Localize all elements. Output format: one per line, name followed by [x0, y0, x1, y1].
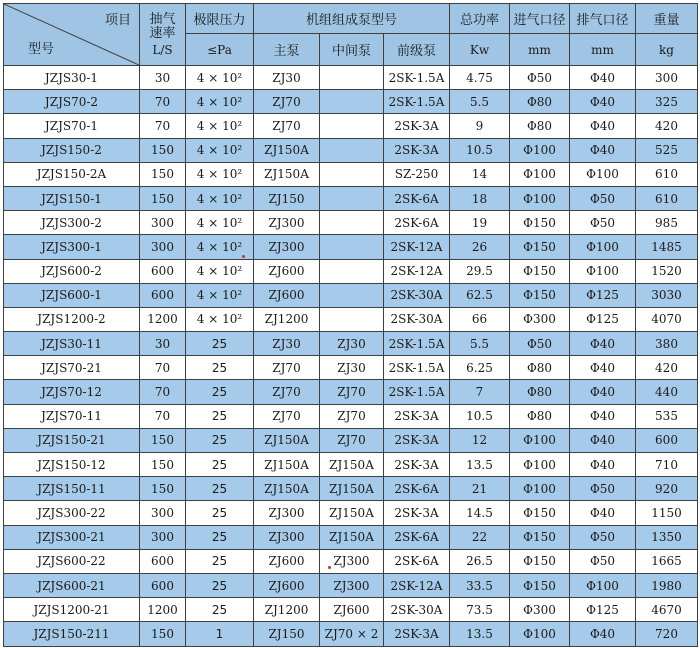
pre-pump-cell: 2SK-3A — [384, 501, 450, 525]
table-row — [4, 307, 698, 331]
outlet-cell: Φ40 — [570, 138, 636, 162]
speed-cell: 70 — [140, 90, 186, 114]
main-pump-cell: ZJ300 — [254, 525, 320, 549]
weight-cell: 1485 — [636, 235, 698, 259]
model-cell: JZJS150-12 — [4, 453, 140, 477]
pre-pump-cell: 2SK-3A — [384, 428, 450, 452]
table-row — [4, 477, 698, 501]
mid-pump-cell — [320, 90, 384, 114]
model-cell: JZJS600-21 — [4, 573, 140, 597]
pre-pump-cell: 2SK-6A — [384, 186, 450, 210]
power-label: 总功率 — [459, 13, 499, 28]
pressure-cell: 4 × 10² — [186, 90, 254, 114]
weight-cell: 1980 — [636, 573, 698, 597]
outlet-cell: Φ50 — [570, 549, 636, 573]
speed-cell: 600 — [140, 259, 186, 283]
table-row — [4, 549, 698, 573]
weight-cell: 380 — [636, 332, 698, 356]
power-cell: 14.5 — [450, 501, 510, 525]
outlet-cell: Φ125 — [570, 598, 636, 622]
pressure-cell: 4 × 10² — [186, 162, 254, 186]
weight-cell: 600 — [636, 428, 698, 452]
pre-pump-cell: 2SK-1.5A — [384, 356, 450, 380]
main-pump-cell: ZJ300 — [254, 501, 320, 525]
power-cell: 73.5 — [450, 598, 510, 622]
mid-pump-cell: ZJ300 — [320, 573, 384, 597]
pressure-cell: 25 — [186, 477, 254, 501]
pressure-cell: 4 × 10² — [186, 66, 254, 90]
weight-cell: 920 — [636, 477, 698, 501]
main-pump-cell: ZJ150A — [254, 477, 320, 501]
main-pump-cell: ZJ70 — [254, 90, 320, 114]
table-row — [4, 162, 698, 186]
main-pump-cell: ZJ600 — [254, 573, 320, 597]
outlet-cell: Φ50 — [570, 525, 636, 549]
pre-pump-cell: 2SK-3A — [384, 404, 450, 428]
speed-cell: 600 — [140, 283, 186, 307]
mid-pump-header: 中间泵 — [320, 34, 384, 66]
power-cell: 66 — [450, 307, 510, 331]
model-cell: JZJS150-2A — [4, 162, 140, 186]
pre-pump-cell: 2SK-6A — [384, 477, 450, 501]
table-row — [4, 186, 698, 210]
main-pump-cell: ZJ30 — [254, 332, 320, 356]
print-speck — [242, 255, 245, 258]
inlet-cell: Φ80 — [510, 404, 570, 428]
power-cell: 13.5 — [450, 622, 510, 646]
outlet-cell: Φ40 — [570, 404, 636, 428]
model-cell: JZJS300-22 — [4, 501, 140, 525]
weight-cell: 985 — [636, 211, 698, 235]
speed-cell: 70 — [140, 356, 186, 380]
weight-cell: 325 — [636, 90, 698, 114]
weight-label: 重量 — [653, 13, 680, 28]
pressure-cell: 25 — [186, 573, 254, 597]
mid-pump-cell: ZJ150A — [320, 501, 384, 525]
power-cell: 26 — [450, 235, 510, 259]
model-cell: JZJS600-1 — [4, 283, 140, 307]
model-cell: JZJS300-2 — [4, 211, 140, 235]
pump-group-label: 机组组成泵型号 — [305, 13, 397, 28]
pre-pump-cell: 2SK-6A — [384, 549, 450, 573]
model-cell: JZJS150-11 — [4, 477, 140, 501]
table-row — [4, 66, 698, 90]
table-row — [4, 332, 698, 356]
outlet-cell: Φ125 — [570, 283, 636, 307]
mid-pump-cell — [320, 211, 384, 235]
pressure-cell: 4 × 10² — [186, 138, 254, 162]
weight-cell: 710 — [636, 453, 698, 477]
model-cell: JZJS70-1 — [4, 114, 140, 138]
main-pump-cell: ZJ70 — [254, 356, 320, 380]
pump-unit-spec-table — [3, 3, 698, 647]
speed-label: 抽气速率 — [149, 11, 176, 41]
mid-pump-cell: ZJ30 — [320, 332, 384, 356]
mid-pump-cell — [320, 259, 384, 283]
main-pump-header: 主泵 — [254, 34, 320, 66]
inlet-cell: Φ50 — [510, 66, 570, 90]
main-pump-cell: ZJ150A — [254, 138, 320, 162]
mid-pump-cell — [320, 235, 384, 259]
main-pump-cell: ZJ70 — [254, 404, 320, 428]
outlet-cell: Φ40 — [570, 332, 636, 356]
weight-cell: 420 — [636, 356, 698, 380]
pressure-cell: 25 — [186, 356, 254, 380]
pressure-cell: 4 × 10² — [186, 235, 254, 259]
power-cell: 22 — [450, 525, 510, 549]
inlet-cell: Φ150 — [510, 549, 570, 573]
pre-pump-cell: 2SK-1.5A — [384, 380, 450, 404]
mid-pump-cell — [320, 307, 384, 331]
table-header — [4, 4, 698, 66]
pressure-cell: 25 — [186, 525, 254, 549]
mid-pump-cell — [320, 66, 384, 90]
model-cell: JZJS1200-21 — [4, 598, 140, 622]
item-label: 项目 — [104, 13, 131, 28]
power-cell: 7 — [450, 380, 510, 404]
power-cell: 12 — [450, 428, 510, 452]
outlet-cell: Φ40 — [570, 428, 636, 452]
outlet-cell: Φ125 — [570, 307, 636, 331]
mid-pump-cell: ZJ70 × 2 — [320, 622, 384, 646]
pre-pump-cell: 2SK-12A — [384, 573, 450, 597]
weight-cell: 1150 — [636, 501, 698, 525]
inlet-cell: Φ100 — [510, 622, 570, 646]
mid-pump-cell: ZJ600 — [320, 598, 384, 622]
main-pump-cell: ZJ600 — [254, 549, 320, 573]
table-body — [4, 66, 698, 647]
weight-cell: 720 — [636, 622, 698, 646]
inlet-cell: Φ80 — [510, 90, 570, 114]
pressure-cell: 25 — [186, 598, 254, 622]
power-cell: 62.5 — [450, 283, 510, 307]
pressure-cell: 4 × 10² — [186, 283, 254, 307]
inlet-header — [510, 4, 570, 34]
model-cell: JZJS600-2 — [4, 259, 140, 283]
outlet-cell: Φ40 — [570, 453, 636, 477]
pressure-cell: 1 — [186, 622, 254, 646]
speed-cell: 300 — [140, 235, 186, 259]
model-cell: JZJS300-21 — [4, 525, 140, 549]
mid-pump-cell: ZJ150A — [320, 477, 384, 501]
outlet-cell: Φ40 — [570, 90, 636, 114]
power-cell: 18 — [450, 186, 510, 210]
inlet-label: 进气口径 — [513, 13, 566, 28]
power-cell: 21 — [450, 477, 510, 501]
power-cell: 10.5 — [450, 404, 510, 428]
main-pump-cell: ZJ150 — [254, 622, 320, 646]
inlet-cell: Φ150 — [510, 283, 570, 307]
mid-pump-cell — [320, 162, 384, 186]
main-pump-cell: ZJ1200 — [254, 307, 320, 331]
outlet-cell: Φ50 — [570, 211, 636, 235]
speed-header — [140, 4, 186, 66]
power-cell: 10.5 — [450, 138, 510, 162]
model-cell: JZJS70-11 — [4, 404, 140, 428]
model-cell: JZJS150-211 — [4, 622, 140, 646]
table-row — [4, 356, 698, 380]
outlet-cell: Φ40 — [570, 356, 636, 380]
power-cell: 4.75 — [450, 66, 510, 90]
inlet-cell: Φ150 — [510, 525, 570, 549]
weight-header — [636, 4, 698, 34]
pre-pump-cell: 2SK-3A — [384, 453, 450, 477]
header-corner-cell — [4, 4, 140, 66]
table-row — [4, 380, 698, 404]
weight-cell: 1350 — [636, 525, 698, 549]
inlet-cell: Φ80 — [510, 380, 570, 404]
mid-pump-cell: ZJ70 — [320, 404, 384, 428]
pressure-cell: 25 — [186, 332, 254, 356]
pressure-cell: 4 × 10² — [186, 307, 254, 331]
outlet-cell: Φ100 — [570, 235, 636, 259]
print-speck — [328, 566, 331, 569]
inlet-cell: Φ100 — [510, 186, 570, 210]
weight-cell: 610 — [636, 186, 698, 210]
mid-pump-cell — [320, 114, 384, 138]
power-cell: 19 — [450, 211, 510, 235]
outlet-cell: Φ40 — [570, 66, 636, 90]
inlet-cell: Φ300 — [510, 598, 570, 622]
outlet-label: 排气口径 — [576, 13, 629, 28]
main-pump-cell: ZJ30 — [254, 66, 320, 90]
power-cell: 29.5 — [450, 259, 510, 283]
inlet-cell: Φ80 — [510, 114, 570, 138]
weight-cell: 4070 — [636, 307, 698, 331]
table-row — [4, 501, 698, 525]
model-cell: JZJS150-1 — [4, 186, 140, 210]
inlet-cell: Φ150 — [510, 259, 570, 283]
table-row — [4, 573, 698, 597]
pressure-cell: 4 × 10² — [186, 211, 254, 235]
outlet-cell: Φ100 — [570, 162, 636, 186]
main-pump-cell: ZJ600 — [254, 259, 320, 283]
table-row — [4, 598, 698, 622]
main-pump-cell: ZJ70 — [254, 114, 320, 138]
speed-cell: 150 — [140, 138, 186, 162]
speed-cell: 150 — [140, 428, 186, 452]
outlet-cell: Φ40 — [570, 380, 636, 404]
pressure-header — [186, 4, 254, 34]
table-row — [4, 283, 698, 307]
weight-cell: 525 — [636, 138, 698, 162]
table-row — [4, 622, 698, 646]
inlet-cell: Φ100 — [510, 428, 570, 452]
model-cell: JZJS70-2 — [4, 90, 140, 114]
pressure-cell: 25 — [186, 428, 254, 452]
outlet-cell: Φ40 — [570, 114, 636, 138]
table-row — [4, 428, 698, 452]
outlet-cell: Φ100 — [570, 573, 636, 597]
model-cell: JZJS150-2 — [4, 138, 140, 162]
outlet-unit: mm — [570, 34, 636, 66]
mid-pump-cell: ZJ70 — [320, 380, 384, 404]
outlet-cell: Φ50 — [570, 477, 636, 501]
pressure-cell: 4 × 10² — [186, 186, 254, 210]
main-pump-cell: ZJ150A — [254, 453, 320, 477]
weight-cell: 420 — [636, 114, 698, 138]
weight-cell: 3030 — [636, 283, 698, 307]
pre-pump-cell: 2SK-12A — [384, 235, 450, 259]
inlet-unit: mm — [510, 34, 570, 66]
main-pump-cell: ZJ600 — [254, 283, 320, 307]
table-row — [4, 114, 698, 138]
speed-cell: 150 — [140, 622, 186, 646]
pre-pump-cell: 2SK-12A — [384, 259, 450, 283]
pressure-label: 极限压力 — [193, 13, 246, 28]
pressure-unit: ≤Pa — [186, 34, 254, 66]
power-cell: 26.5 — [450, 549, 510, 573]
outlet-cell: Φ50 — [570, 186, 636, 210]
model-cell: JZJS70-21 — [4, 356, 140, 380]
table-row — [4, 235, 698, 259]
speed-cell: 300 — [140, 525, 186, 549]
model-label: 型号 — [28, 42, 55, 57]
model-cell: JZJS150-21 — [4, 428, 140, 452]
outlet-cell: Φ40 — [570, 501, 636, 525]
table-row — [4, 404, 698, 428]
power-cell: 5.5 — [450, 332, 510, 356]
table-row — [4, 525, 698, 549]
speed-cell: 150 — [140, 186, 186, 210]
outlet-cell: Φ40 — [570, 622, 636, 646]
pre-pump-cell: 2SK-30A — [384, 307, 450, 331]
table-row — [4, 259, 698, 283]
speed-cell: 1200 — [140, 598, 186, 622]
mid-pump-cell: ZJ300 — [320, 549, 384, 573]
pressure-cell: 25 — [186, 453, 254, 477]
pre-pump-cell: 2SK-3A — [384, 622, 450, 646]
weight-cell: 440 — [636, 380, 698, 404]
model-cell: JZJS30-11 — [4, 332, 140, 356]
main-pump-cell: ZJ150A — [254, 162, 320, 186]
outlet-cell: Φ100 — [570, 259, 636, 283]
table-row — [4, 211, 698, 235]
pre-pump-header: 前级泵 — [384, 34, 450, 66]
table-row — [4, 90, 698, 114]
inlet-cell: Φ150 — [510, 235, 570, 259]
pre-pump-cell: 2SK-1.5A — [384, 66, 450, 90]
speed-cell: 150 — [140, 162, 186, 186]
inlet-cell: Φ100 — [510, 138, 570, 162]
mid-pump-cell: ZJ150A — [320, 453, 384, 477]
mid-pump-cell: ZJ150A — [320, 525, 384, 549]
pressure-cell: 4 × 10² — [186, 114, 254, 138]
inlet-cell: Φ80 — [510, 356, 570, 380]
pump-group-header — [254, 4, 450, 34]
power-cell: 9 — [450, 114, 510, 138]
main-pump-cell: ZJ300 — [254, 211, 320, 235]
pre-pump-cell: 2SK-30A — [384, 283, 450, 307]
mid-pump-cell: ZJ70 — [320, 428, 384, 452]
pre-pump-cell: 2SK-3A — [384, 114, 450, 138]
pressure-cell: 25 — [186, 380, 254, 404]
weight-unit: kg — [636, 34, 698, 66]
weight-cell: 1665 — [636, 549, 698, 573]
model-cell: JZJS300-1 — [4, 235, 140, 259]
speed-cell: 150 — [140, 453, 186, 477]
power-cell: 5.5 — [450, 90, 510, 114]
speed-cell: 70 — [140, 404, 186, 428]
pre-pump-cell: 2SK-6A — [384, 525, 450, 549]
pre-pump-cell: 2SK-1.5A — [384, 90, 450, 114]
pre-pump-cell: 2SK-30A — [384, 598, 450, 622]
inlet-cell: Φ150 — [510, 573, 570, 597]
pre-pump-cell: SZ-250 — [384, 162, 450, 186]
pressure-cell: 4 × 10² — [186, 259, 254, 283]
model-cell: JZJS1200-2 — [4, 307, 140, 331]
inlet-cell: Φ100 — [510, 162, 570, 186]
pre-pump-cell: 2SK-3A — [384, 138, 450, 162]
mid-pump-cell — [320, 138, 384, 162]
main-pump-cell: ZJ150A — [254, 428, 320, 452]
inlet-cell: Φ150 — [510, 501, 570, 525]
pressure-cell: 25 — [186, 404, 254, 428]
weight-cell: 4670 — [636, 598, 698, 622]
speed-cell: 150 — [140, 477, 186, 501]
pressure-cell: 25 — [186, 549, 254, 573]
pre-pump-cell: 2SK-6A — [384, 211, 450, 235]
table-row — [4, 138, 698, 162]
inlet-cell: Φ50 — [510, 332, 570, 356]
power-header — [450, 4, 510, 34]
weight-cell: 1520 — [636, 259, 698, 283]
speed-cell: 600 — [140, 549, 186, 573]
speed-cell: 70 — [140, 114, 186, 138]
weight-cell: 610 — [636, 162, 698, 186]
weight-cell: 300 — [636, 66, 698, 90]
power-cell: 33.5 — [450, 573, 510, 597]
model-cell: JZJS600-22 — [4, 549, 140, 573]
weight-cell: 535 — [636, 404, 698, 428]
model-cell: JZJS30-1 — [4, 66, 140, 90]
pressure-cell: 25 — [186, 501, 254, 525]
speed-cell: 70 — [140, 380, 186, 404]
main-pump-cell: ZJ300 — [254, 235, 320, 259]
speed-cell: 30 — [140, 332, 186, 356]
speed-cell: 1200 — [140, 307, 186, 331]
inlet-cell: Φ300 — [510, 307, 570, 331]
mid-pump-cell: ZJ30 — [320, 356, 384, 380]
mid-pump-cell — [320, 283, 384, 307]
speed-unit: L/S — [152, 42, 173, 57]
speed-cell: 300 — [140, 501, 186, 525]
power-cell: 14 — [450, 162, 510, 186]
speed-cell: 600 — [140, 573, 186, 597]
power-cell: 13.5 — [450, 453, 510, 477]
pre-pump-cell: 2SK-1.5A — [384, 332, 450, 356]
inlet-cell: Φ100 — [510, 453, 570, 477]
inlet-cell: Φ150 — [510, 211, 570, 235]
speed-cell: 30 — [140, 66, 186, 90]
power-cell: 6.25 — [450, 356, 510, 380]
table-row — [4, 453, 698, 477]
speed-cell: 300 — [140, 211, 186, 235]
outlet-header — [570, 4, 636, 34]
main-pump-cell: ZJ70 — [254, 380, 320, 404]
mid-pump-cell — [320, 186, 384, 210]
main-pump-cell: ZJ150 — [254, 186, 320, 210]
power-unit: Kw — [450, 34, 510, 66]
main-pump-cell: ZJ1200 — [254, 598, 320, 622]
inlet-cell: Φ100 — [510, 477, 570, 501]
model-cell: JZJS70-12 — [4, 380, 140, 404]
